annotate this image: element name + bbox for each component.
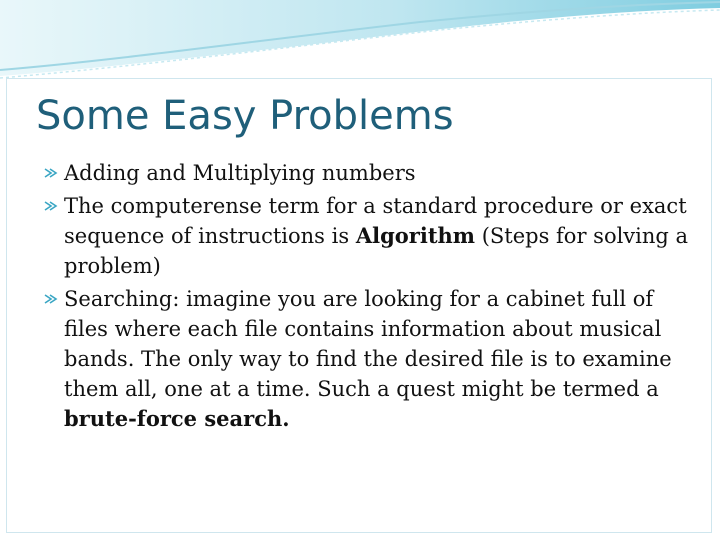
bullet-emphasis: Algorithm bbox=[355, 223, 476, 248]
slide-title: Some Easy Problems bbox=[36, 93, 454, 139]
bullet-text: (Steps for solving a problem) bbox=[64, 224, 689, 278]
header-wave-decoration bbox=[0, 0, 720, 90]
bullet-list bbox=[44, 158, 694, 437]
chevron-arrow-icon bbox=[44, 168, 58, 178]
bullet-emphasis: brute-force search. bbox=[64, 406, 290, 431]
bullet-text: Searching: imagine you are looking for a cabinet full of files where each file contains information about musical bands. The only way to find the desired file is to examine them all, one at a time. Such a quest might be termed a bbox=[64, 287, 672, 401]
chevron-arrow-icon bbox=[44, 294, 58, 304]
bullet-item bbox=[44, 158, 694, 188]
bullet-text: Adding and Multiplying numbers bbox=[64, 161, 416, 185]
bullet-item bbox=[44, 284, 694, 434]
bullet-text: The computerense term for a standard procedure or exact sequence of instructions is bbox=[64, 194, 687, 248]
chevron-arrow-icon bbox=[44, 201, 58, 211]
bullet-item bbox=[44, 191, 694, 281]
